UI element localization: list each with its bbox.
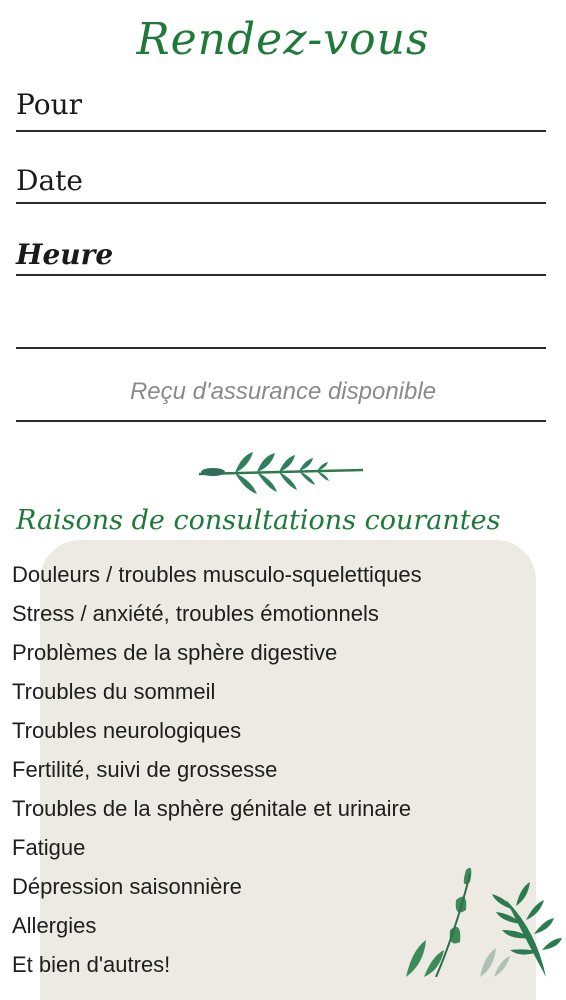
page-title: Rendez-vous <box>136 14 430 65</box>
blank-line <box>16 347 546 349</box>
insurance-line <box>16 420 546 422</box>
list-item: Fatigue <box>12 835 86 860</box>
list-item: Dépression saisonnière <box>12 874 242 899</box>
list-item: Troubles neurologiques <box>12 718 242 743</box>
list-item: Troubles de la sphère génitale et urinaire <box>12 796 412 821</box>
for-line <box>16 130 546 132</box>
for-label: Pour <box>16 88 82 121</box>
list-item: Fertilité, suivi de grossesse <box>12 757 278 782</box>
leaves-corner-icon <box>396 860 566 977</box>
list-item: Douleurs / troubles musculo-squelettiques <box>12 562 422 587</box>
reasons-title: Raisons de consultations courantes <box>16 505 501 536</box>
list-item: Allergies <box>12 913 97 938</box>
time-line <box>16 274 546 276</box>
list-item: Et bien d'autres! <box>12 952 171 977</box>
list-item: Troubles du sommeil <box>12 679 216 704</box>
list-item: Problèmes de la sphère digestive <box>12 640 338 665</box>
date-label: Date <box>16 164 83 197</box>
insurance-note: Reçu d'assurance disponible <box>129 378 437 405</box>
reasons-list <box>12 560 422 989</box>
time-label: Heure <box>16 238 114 271</box>
date-line <box>16 202 546 204</box>
list-item: Stress / anxiété, troubles émotionnels <box>12 601 379 626</box>
leaf-sprig-icon <box>195 450 367 498</box>
